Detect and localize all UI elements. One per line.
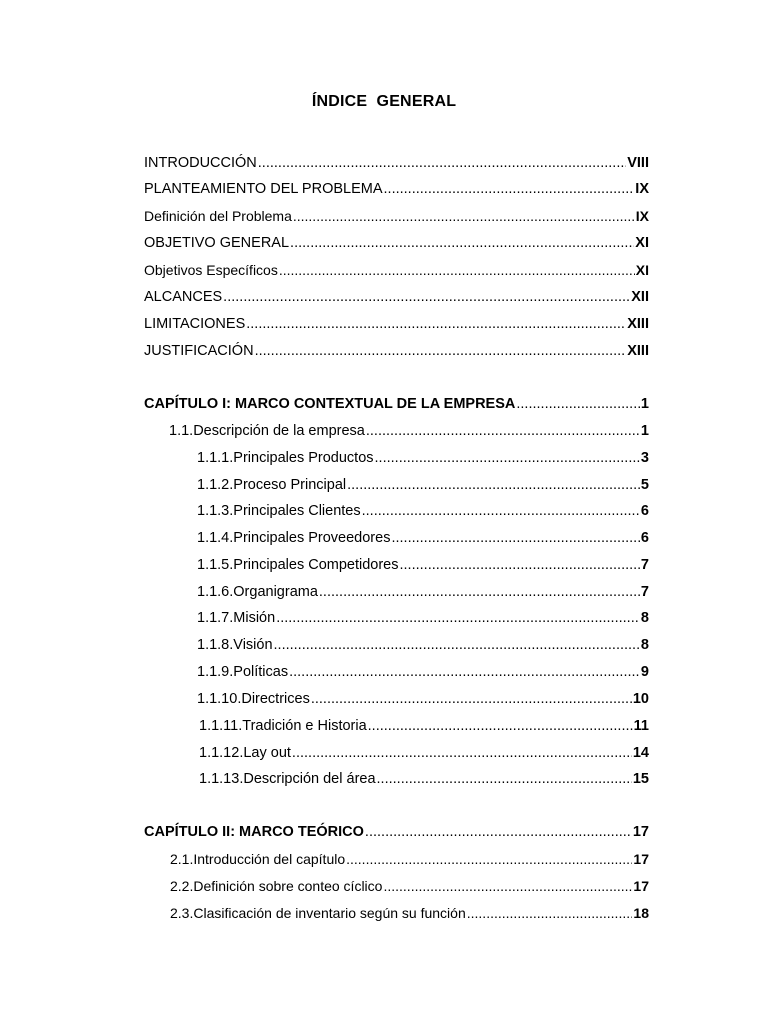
toc-entry <box>197 528 649 548</box>
toc-entry-label: Principales Competidores <box>233 557 399 573</box>
toc-entry-label: Proceso Principal <box>233 477 347 493</box>
toc-entry-number: 2.1. <box>170 851 194 867</box>
toc-entry-number: 2.2. <box>170 878 194 894</box>
toc-entry <box>144 260 649 280</box>
toc-entry-number: 1.1.10. <box>197 691 242 707</box>
dot-leader <box>293 206 635 226</box>
dot-leader <box>276 608 640 628</box>
toc-entry-page-number: 17 <box>633 878 649 894</box>
dot-leader <box>368 716 633 736</box>
toc-entry-page-number: VIII <box>627 155 649 171</box>
toc-entry-label: OBJETIVO GENERAL <box>144 235 290 251</box>
dot-leader <box>319 582 640 602</box>
toc-entry-page-number: XIII <box>627 316 649 332</box>
toc-entry-number: 1.1.9. <box>197 664 234 680</box>
toc-entry-page-number: 6 <box>640 503 649 519</box>
toc-entry <box>199 716 649 736</box>
toc-entry-page-number: 6 <box>640 530 649 546</box>
toc-entry-label: Organigrama <box>233 584 318 600</box>
dot-leader <box>292 743 632 763</box>
dot-leader <box>223 287 630 307</box>
toc-entry <box>170 903 649 923</box>
toc-entry <box>144 314 649 334</box>
dot-leader <box>400 555 640 575</box>
toc-entry-page-number: XI <box>635 235 649 251</box>
toc-entry-page-number: 5 <box>640 477 649 493</box>
dot-leader <box>311 689 632 709</box>
toc-entry-page-number: 14 <box>632 745 649 761</box>
toc-entry <box>197 555 649 575</box>
toc-entry <box>144 153 649 173</box>
toc-entry-page-number: 17 <box>633 851 649 867</box>
toc-entry-page-number: XIII <box>627 343 649 359</box>
toc-entry-number: 1.1.5. <box>197 557 234 573</box>
toc-entry-number: 1.1.12. <box>199 745 244 761</box>
toc-entry-page-number: XI <box>635 262 649 278</box>
toc-entry <box>144 179 649 199</box>
toc-entry-number: 2.3. <box>170 905 194 921</box>
toc-entry-label: Definición sobre conteo cíclico <box>193 878 383 894</box>
toc-entry-number: 1.1.1. <box>197 450 234 466</box>
toc-entry-number: 1.1.6. <box>197 584 234 600</box>
toc-entry-label: Descripción de la empresa <box>193 423 365 439</box>
toc-entry <box>197 662 649 682</box>
dot-leader <box>365 822 632 842</box>
toc-entry-number: 1.1.8. <box>197 637 234 653</box>
dot-leader <box>375 448 640 468</box>
toc-entry-label: Directrices <box>241 691 310 707</box>
toc-entry <box>169 421 649 441</box>
toc-entry <box>199 743 649 763</box>
toc-entry-page-number: IX <box>635 208 649 224</box>
toc-entry-page-number: 1 <box>640 423 649 439</box>
toc-entry-page-number: 7 <box>640 584 649 600</box>
toc-entry-page-number: 8 <box>640 610 649 626</box>
dot-leader <box>258 153 626 173</box>
toc-entry-label: CAPÍTULO I: MARCO CONTEXTUAL DE LA EMPRESA <box>144 396 516 412</box>
toc-entry <box>197 501 649 521</box>
toc-entry-page-number: 9 <box>640 664 649 680</box>
toc-entry <box>144 822 649 842</box>
toc-entry-label: Políticas <box>233 664 289 680</box>
toc-entry-label: CAPÍTULO II: MARCO TEÓRICO <box>144 824 364 840</box>
toc-entry-page-number: IX <box>635 181 649 197</box>
toc-entry-number: 1.1.13. <box>199 771 244 787</box>
dot-leader <box>290 233 634 253</box>
toc-entry-page-number: 1 <box>640 396 649 412</box>
dot-leader <box>383 876 632 896</box>
toc-entry-label: Definición del Problema <box>144 208 292 224</box>
toc-entry <box>197 635 649 655</box>
toc-entry <box>170 849 649 869</box>
dot-leader <box>346 849 632 869</box>
toc-entry-label: Principales Clientes <box>233 503 361 519</box>
toc-entry-number: 1.1.7. <box>197 610 234 626</box>
dot-leader <box>467 903 633 923</box>
dot-leader <box>289 662 640 682</box>
toc-entry <box>197 689 649 709</box>
toc-entry-page-number: 10 <box>632 691 649 707</box>
toc-entry-page-number: 18 <box>633 905 649 921</box>
toc-entry <box>170 876 649 896</box>
dot-leader <box>246 314 626 334</box>
toc-entry-label: Objetivos Específicos <box>144 262 278 278</box>
toc-entry-page-number: 7 <box>640 557 649 573</box>
toc-entry-label: ALCANCES <box>144 289 223 305</box>
toc-entry-label: JUSTIFICACIÓN <box>144 343 254 359</box>
toc-entry-number: 1.1.11. <box>199 718 243 734</box>
toc-entry-page-number: 15 <box>632 771 649 787</box>
toc-entry <box>199 769 649 789</box>
toc-entry-page-number: XII <box>631 289 649 305</box>
toc-entry-label: Principales Proveedores <box>233 530 391 546</box>
toc-entry-label: Visión <box>233 637 273 653</box>
toc-entry-page-number: 17 <box>632 824 649 840</box>
toc-entry <box>144 394 649 414</box>
toc-entry <box>144 206 649 226</box>
dot-leader <box>279 260 635 280</box>
dot-leader <box>255 341 627 361</box>
dot-leader <box>274 635 640 655</box>
toc-entry-label: PLANTEAMIENTO DEL PROBLEMA <box>144 181 383 197</box>
page-title: ÍNDICE GENERAL <box>311 93 457 110</box>
toc-entry <box>144 287 649 307</box>
toc-entry <box>197 475 649 495</box>
toc-entry-number: 1.1.4. <box>197 530 234 546</box>
toc-entry-page-number: 11 <box>633 718 649 734</box>
toc-entry-label: Introducción del capítulo <box>193 851 346 867</box>
toc-entry <box>197 582 649 602</box>
toc-entry-label: Tradición e Historia <box>242 718 367 734</box>
toc-entry-label: Clasificación de inventario según su función <box>193 905 466 921</box>
toc-entry-page-number: 3 <box>640 450 649 466</box>
toc-entry-label: Misión <box>233 610 276 626</box>
toc-entry-page-number: 8 <box>640 637 649 653</box>
toc-entry-number: 1.1.3. <box>197 503 234 519</box>
toc-entry-label: Principales Productos <box>233 450 374 466</box>
toc-entry-label: Lay out <box>243 745 291 761</box>
dot-leader <box>377 769 632 789</box>
toc-entry-number: 1.1.2. <box>197 477 234 493</box>
toc-entry-label: INTRODUCCIÓN <box>144 155 257 171</box>
dot-leader <box>516 394 640 414</box>
dot-leader <box>391 528 639 548</box>
dot-leader <box>347 475 640 495</box>
toc-entry <box>197 608 649 628</box>
toc-entry-number: 1.1. <box>169 423 194 439</box>
toc-entry <box>197 448 649 468</box>
dot-leader <box>366 421 640 441</box>
toc-entry-label: LIMITACIONES <box>144 316 246 332</box>
dot-leader <box>384 179 635 199</box>
toc-entry-label: Descripción del área <box>243 771 376 787</box>
toc-entry <box>144 233 649 253</box>
toc-entry <box>144 341 649 361</box>
dot-leader <box>362 501 640 521</box>
